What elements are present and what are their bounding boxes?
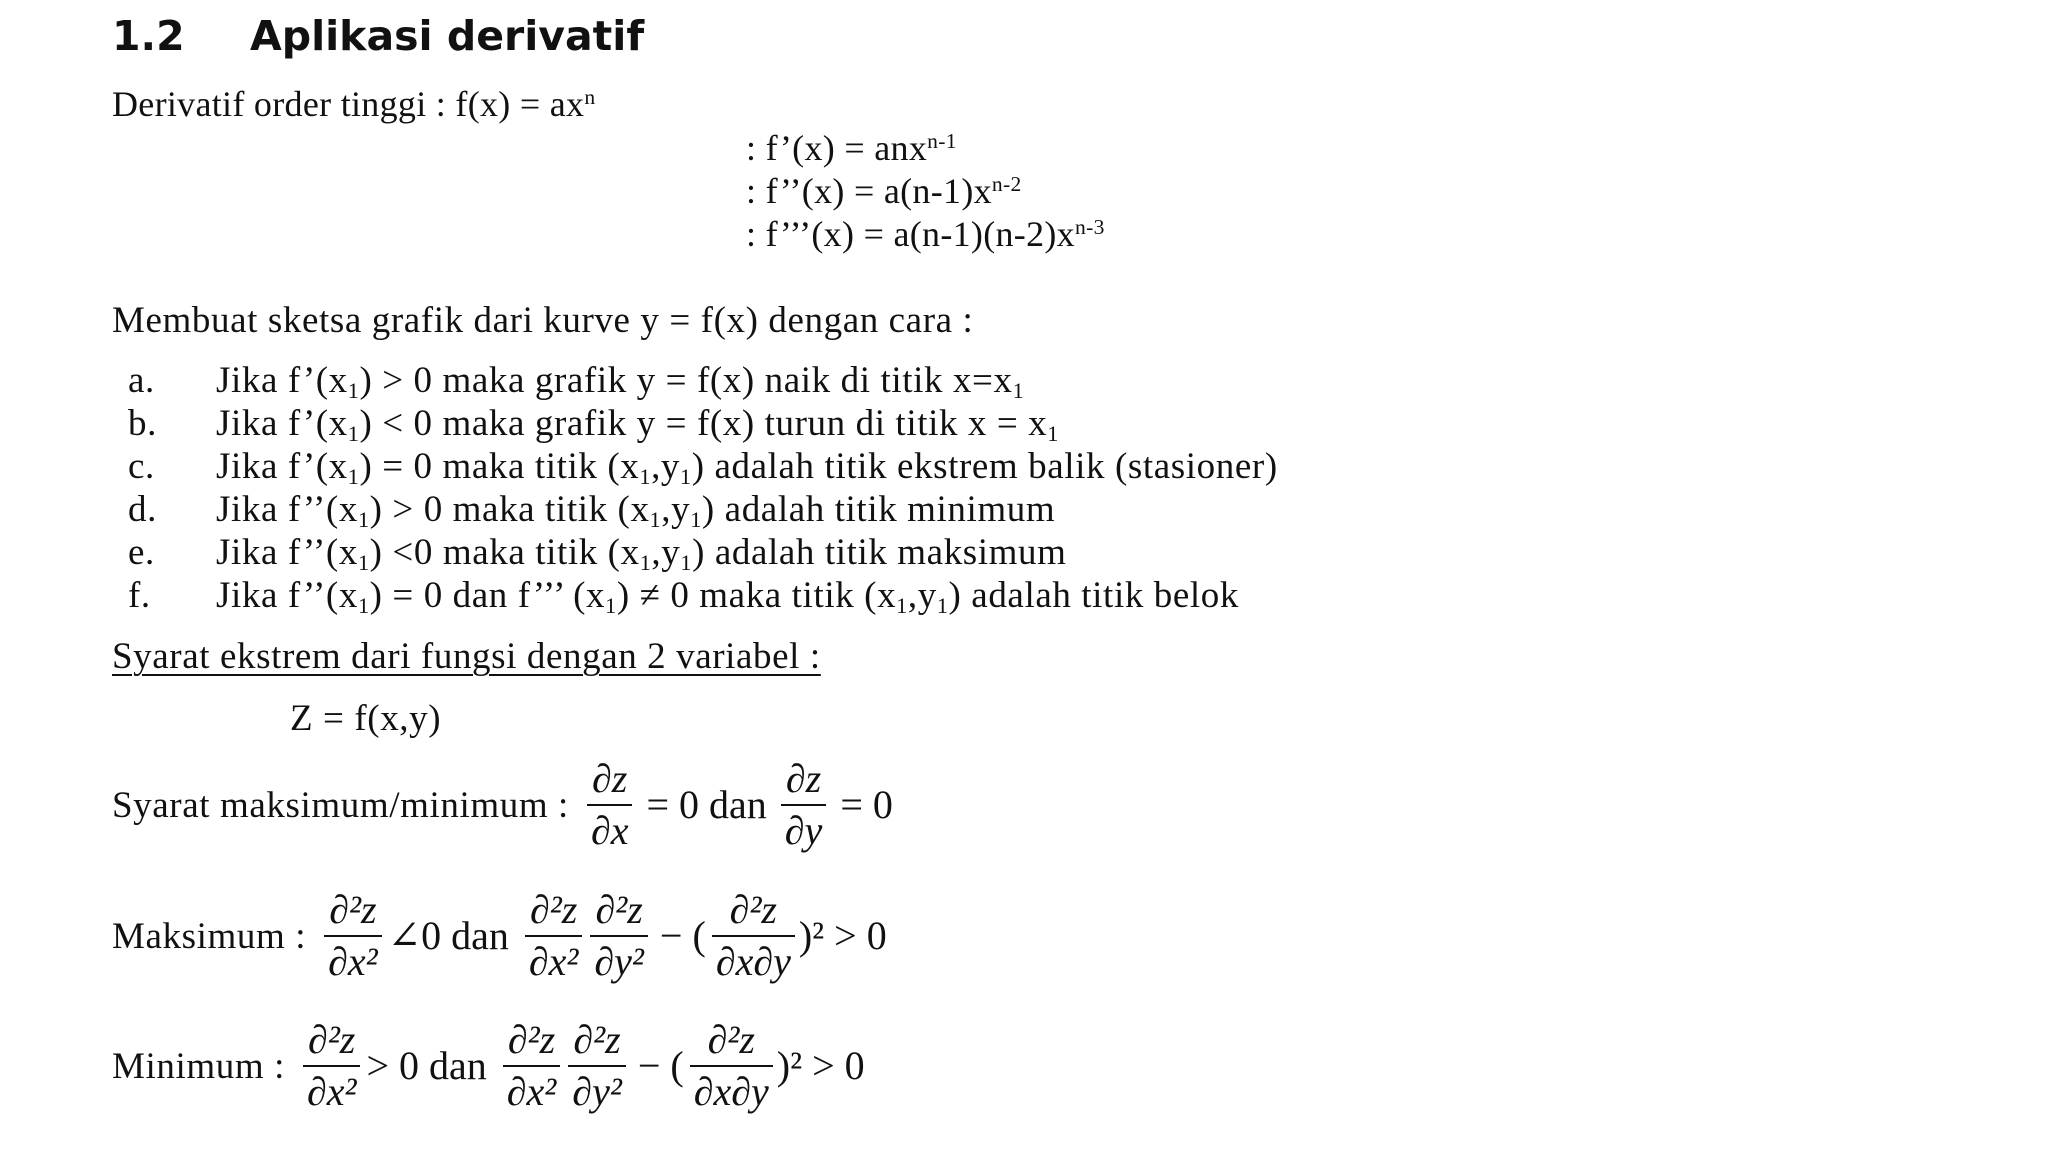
rule-text: ) adalah titik belok	[948, 575, 1239, 616]
fraction-bar	[590, 935, 648, 937]
maximum-line	[112, 888, 887, 984]
rule-item	[128, 489, 1056, 533]
fraction-bar	[525, 935, 583, 937]
rule-text: Jika f’’(x	[216, 532, 358, 573]
fraction-d2z-dy2	[568, 1019, 626, 1113]
rule-text: ) adalah titik ekstrem balik (stasioner)	[691, 446, 1278, 487]
fraction-denominator: ∂x	[590, 808, 629, 853]
rule-sub: 1	[1047, 421, 1059, 447]
fraction-bar	[324, 935, 382, 937]
condition-equals-2: = 0	[840, 782, 893, 827]
minimum-minus: − (	[637, 1043, 684, 1088]
rule-sub: 1	[680, 550, 693, 576]
rule-text: ,y	[651, 446, 681, 487]
fraction-bar	[587, 804, 633, 806]
fraction-numerator: ∂z	[785, 756, 822, 801]
rule-sub: 1	[1012, 378, 1025, 404]
derivative-line-3-text: : f’’’(x) = a(n-1)(n-2)x	[746, 214, 1075, 254]
rule-text: ) < 0 maka grafik y = f(x) turun di titik x = x	[359, 403, 1048, 444]
derivative-line-2-text: : f’’(x) = a(n-1)x	[746, 171, 992, 211]
rule-item	[128, 575, 1239, 619]
fraction-denominator: ∂y²	[572, 1069, 622, 1114]
rule-item	[128, 360, 1025, 404]
higher-order-sup: n	[584, 85, 596, 110]
fraction-denominator: ∂x∂y	[715, 939, 791, 984]
fraction-d2z-dxdy	[690, 1019, 773, 1113]
fraction-bar	[303, 1065, 361, 1067]
rule-item	[128, 446, 1278, 490]
fraction-numerator: ∂²z	[707, 1017, 755, 1062]
derivative-line-1-text: : f’(x) = anx	[746, 128, 928, 168]
fraction-numerator: ∂²z	[729, 887, 777, 932]
condition-line	[112, 756, 893, 853]
maximum-minus: − (	[659, 913, 706, 958]
minimum-line	[112, 1018, 865, 1114]
rule-sub: 1	[896, 593, 908, 619]
fraction-numerator: ∂²z	[329, 887, 377, 932]
derivative-line-3-sup: n-3	[1075, 215, 1105, 240]
minimum-relation: > 0 dan	[366, 1043, 487, 1088]
derivative-line-1	[746, 130, 957, 166]
rule-text: ) = 0 maka titik (x	[359, 446, 640, 487]
rule-text: ) adalah titik maksimum	[692, 532, 1067, 573]
rule-text: Jika f’(x	[216, 446, 348, 487]
rule-sub: 1	[690, 507, 702, 533]
rule-sub: 1	[347, 378, 360, 404]
rule-text: ) ≠ 0 maka titik (x	[616, 575, 897, 616]
rule-sub: 1	[357, 507, 370, 533]
section-number: 1.2	[112, 12, 185, 60]
fraction-numerator: ∂²z	[507, 1017, 556, 1062]
rule-item	[128, 403, 1059, 447]
rule-label: a.	[128, 360, 155, 401]
higher-order-label	[112, 86, 595, 122]
rule-sub: 1	[649, 507, 662, 533]
maximum-relation: ∠0 dan	[387, 913, 509, 958]
fraction-numerator: ∂z	[592, 756, 628, 801]
fraction-d2z-dx2	[303, 1019, 361, 1113]
rule-sub: 1	[639, 550, 652, 576]
fraction-denominator: ∂y	[784, 808, 823, 853]
rule-text: ) <0 maka titik (x	[369, 532, 640, 573]
rule-sub: 1	[680, 464, 692, 490]
rule-sub: 1	[347, 464, 360, 490]
maximum-tail: )² > 0	[798, 913, 887, 958]
derivative-line-2	[746, 173, 1022, 209]
rule-label: d.	[128, 489, 157, 530]
rule-text: Jika f’(x	[216, 403, 348, 444]
rule-text: Jika f’(x	[216, 360, 348, 401]
rule-sub: 1	[347, 421, 360, 447]
rule-text: ) = 0 dan f’’’ (x	[369, 575, 606, 616]
rule-text: ,y	[661, 489, 691, 530]
condition-equals-1: = 0 dan	[646, 782, 767, 827]
extreme-heading: Syarat ekstrem dari fungsi dengan 2 variabel :	[112, 636, 821, 677]
fraction-bar	[712, 935, 795, 937]
rule-label: f.	[128, 575, 151, 616]
fraction-denominator: ∂y²	[594, 939, 644, 984]
derivative-line-3	[746, 216, 1105, 252]
function-definition: Z = f(x,y)	[290, 698, 442, 739]
rule-sub: 1	[605, 593, 617, 619]
minimum-label: Minimum :	[112, 1045, 285, 1087]
rule-sub: 1	[639, 464, 652, 490]
fraction-d2z-dy2	[590, 889, 648, 983]
condition-label: Syarat maksimum/minimum :	[112, 784, 569, 826]
derivative-line-2-sup: n-2	[991, 172, 1022, 197]
maximum-label: Maksimum :	[112, 915, 307, 957]
fraction-numerator: ∂²z	[308, 1017, 356, 1062]
fraction-d2z-dxdy	[712, 889, 795, 983]
sketch-intro: Membuat sketsa grafik dari kurve y = f(x) dengan cara :	[112, 300, 974, 341]
section-title: Aplikasi derivatif	[250, 12, 645, 60]
higher-order-text: Derivatif order tinggi : f(x) = ax	[112, 84, 585, 124]
rule-sub: 1	[357, 550, 370, 576]
fraction-denominator: ∂x²	[506, 1069, 557, 1114]
rule-sub: 1	[357, 593, 370, 619]
fraction-denominator: ∂x²	[328, 939, 378, 984]
fraction-numerator: ∂²z	[529, 887, 578, 932]
fraction-bar	[690, 1065, 773, 1067]
fraction-denominator: ∂x²	[528, 939, 579, 984]
rule-text: ) adalah titik minimum	[701, 489, 1056, 530]
fraction-d2z-dx2	[525, 889, 583, 983]
fraction-dz-dy	[781, 758, 827, 852]
rule-text: Jika f’’(x	[216, 489, 358, 530]
fraction-d2z-dx2	[324, 889, 382, 983]
fraction-bar	[503, 1065, 561, 1067]
rule-text: Jika f’’(x	[216, 575, 358, 616]
fraction-numerator: ∂²z	[573, 1017, 621, 1062]
fraction-d2z-dx2	[503, 1019, 561, 1113]
rule-item	[128, 532, 1067, 576]
fraction-numerator: ∂²z	[595, 887, 643, 932]
fraction-bar	[568, 1065, 626, 1067]
minimum-tail: )² > 0	[776, 1043, 865, 1088]
rule-text: ) > 0 maka titik (x	[369, 489, 650, 530]
derivative-line-1-sup: n-1	[927, 129, 957, 154]
rule-text: ) > 0 maka grafik y = f(x) naik di titik x=x	[359, 360, 1013, 401]
rule-label: b.	[128, 403, 157, 444]
rule-text: ,y	[907, 575, 937, 616]
fraction-denominator: ∂x²	[306, 1069, 357, 1114]
fraction-denominator: ∂x∂y	[693, 1069, 769, 1114]
rule-label: c.	[128, 446, 155, 487]
rule-text: ,y	[651, 532, 681, 573]
rule-label: e.	[128, 532, 155, 573]
section-heading	[112, 12, 645, 60]
fraction-bar	[781, 804, 827, 806]
rule-sub: 1	[936, 593, 949, 619]
fraction-dz-dx	[587, 758, 633, 852]
